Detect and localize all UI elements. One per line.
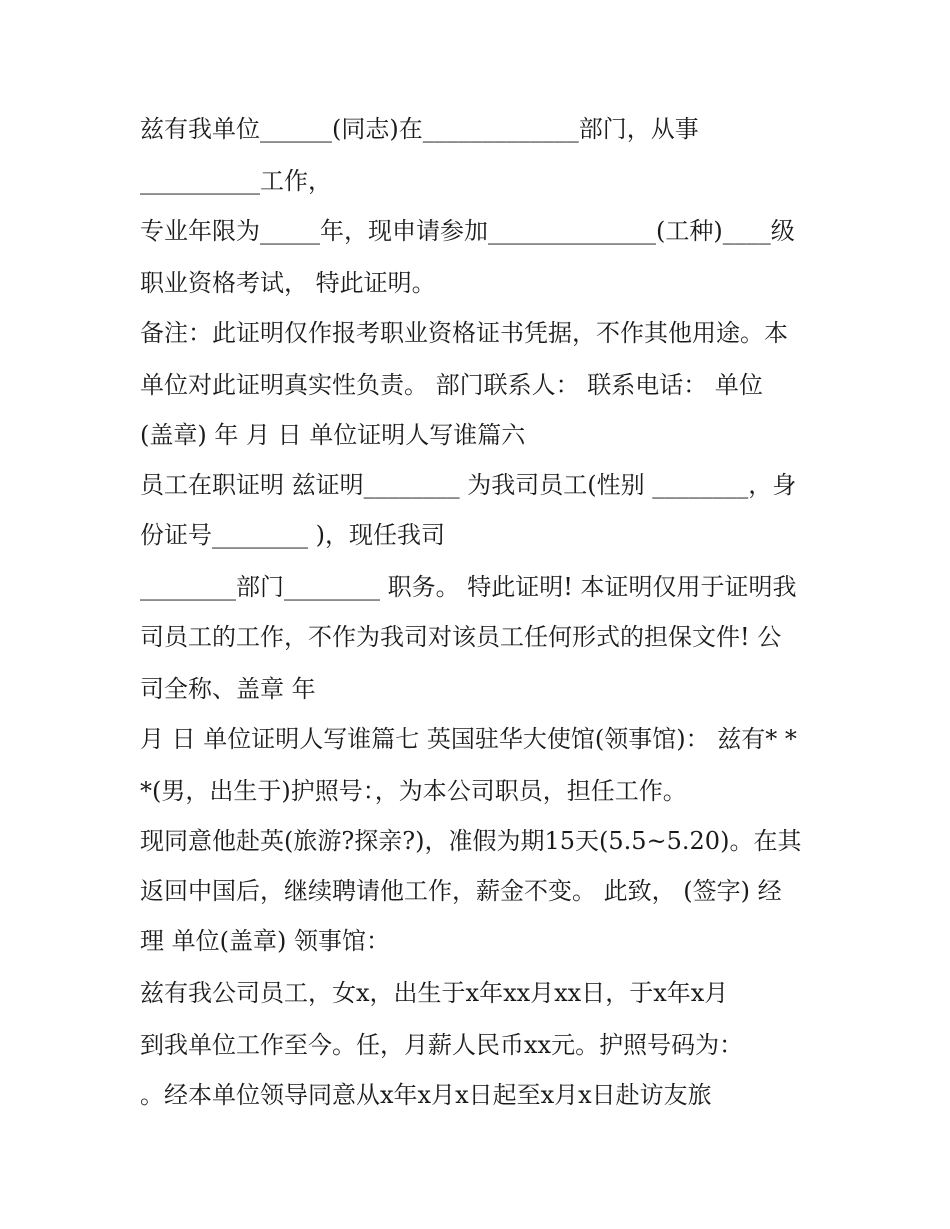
text-line: 职业资格考试， 特此证明。 bbox=[140, 269, 436, 297]
text-line: 兹有我单位______(同志)在_____________部门，从事 bbox=[140, 115, 699, 143]
text-line: 理 单位(盖章) 领事馆： bbox=[140, 927, 390, 955]
text-line: ________部门________ 职务。 特此证明! 本证明仅用于证明我 bbox=[140, 573, 797, 601]
text-line: 到我单位工作至今。任，月薪人民币xx元。护照号码为： bbox=[140, 1031, 744, 1059]
text-line: 份证号________ )，现任我司 bbox=[140, 521, 445, 549]
text-line: 专业年限为_____年，现申请参加______________(工种)____级 bbox=[140, 217, 795, 245]
text-line: 月 日 单位证明人写谁篇七 英国驻华大使馆(领事馆)： 兹有* * bbox=[140, 725, 797, 753]
text-line: 司全称、盖章 年 bbox=[140, 675, 316, 703]
text-line: 员工在职证明 兹证明________ 为我司员工(性别 ________，身 bbox=[140, 471, 797, 499]
text-line: (盖章) 年 月 日 单位证明人写谁篇六 bbox=[140, 421, 526, 449]
text-line: 现同意他赴英(旅游?探亲?)，准假为期15天(5.5~5.20)。在其 bbox=[140, 827, 802, 855]
text-line: 司员工的工作，不作为我司对该员工任何形式的担保文件! 公 bbox=[140, 623, 782, 651]
text-line: __________工作， bbox=[140, 167, 332, 195]
text-line: 。经本单位领导同意从x年x月x日起至x月x日赴访友旅 bbox=[140, 1081, 712, 1109]
text-line: 备注：此证明仅作报考职业资格证书凭据，不作其他用途。本 bbox=[140, 319, 788, 347]
text-line: 兹有我公司员工，女x，出生于x年xx月xx日，于x年x月 bbox=[140, 979, 729, 1007]
text-line: *(男，出生于)护照号：，为本公司职员，担任工作。 bbox=[140, 777, 687, 805]
text-line: 返回中国后，继续聘请他工作，薪金不变。 此致， (签字) 经 bbox=[140, 877, 782, 905]
text-line: 单位对此证明真实性负责。 部门联系人： 联系电话： 单位 bbox=[140, 371, 763, 399]
